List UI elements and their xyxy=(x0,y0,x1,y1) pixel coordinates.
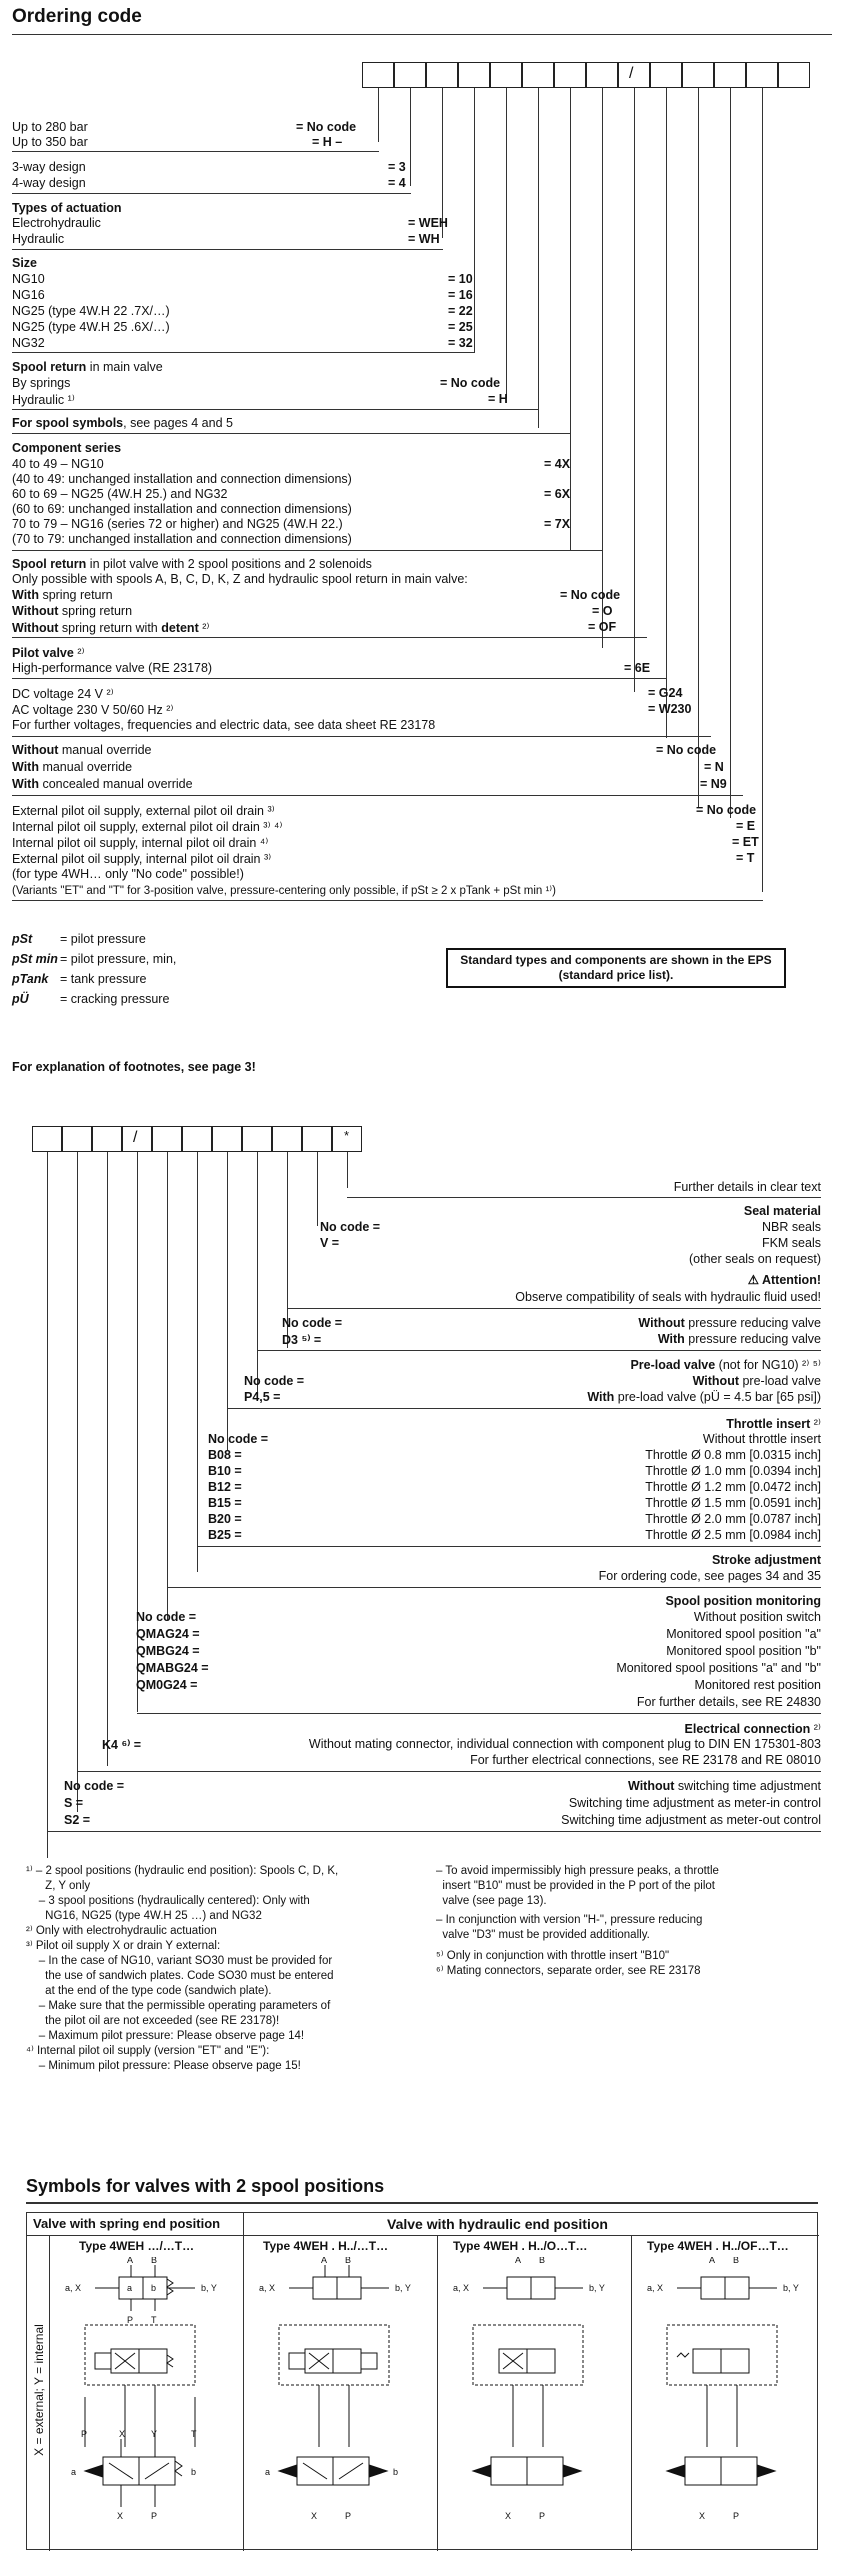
pilot-oil-code: = ET xyxy=(732,835,759,849)
throttle-code: No code = xyxy=(208,1432,269,1446)
spm-text: Monitored spool position "a" xyxy=(666,1627,821,1641)
port-label: b, Y xyxy=(589,2283,605,2293)
prv-text: With pressure reducing valve xyxy=(657,1332,821,1346)
size-code: = 16 xyxy=(448,288,473,302)
page-title: Ordering code xyxy=(12,6,142,27)
port-label: a, X xyxy=(259,2283,276,2293)
manual-override-concealed: With concealed manual override xyxy=(12,777,193,791)
actuation-electro: Electrohydraulic xyxy=(12,216,101,230)
legend-symbol: pSt min xyxy=(12,952,58,966)
voltage-ac-code: = W230 xyxy=(648,702,692,716)
series-code: = 4X xyxy=(544,457,571,471)
port-label: T xyxy=(151,2315,157,2325)
throttle-code: B25 = xyxy=(208,1528,242,1542)
throttle-code: B10 = xyxy=(208,1464,242,1478)
series-item: 70 to 79 – NG16 (series 72 or higher) and NG25 (4W.H 22.) xyxy=(12,517,343,531)
series-item: (60 to 69: unchanged installation and connection dimensions) xyxy=(12,502,352,516)
attention-note: Observe compatibility of seals with hydraulic fluid used! xyxy=(515,1290,821,1304)
port-label: P xyxy=(127,2315,134,2325)
port-label: X xyxy=(119,2429,126,2439)
voltage-ac: AC voltage 230 V 50/60 Hz ²⁾ xyxy=(12,703,174,717)
way-3-code: = 3 xyxy=(388,160,406,174)
throttle-code: B20 = xyxy=(208,1512,242,1526)
spm-text: For further details, see RE 24830 xyxy=(636,1695,821,1709)
manual-override-none-code: = No code xyxy=(656,743,717,757)
symbols-header-spring: Valve with spring end position xyxy=(33,2216,221,2231)
preload-text: With pre-load valve (pÜ = 4.5 bar [65 psi]) xyxy=(587,1390,821,1404)
port-label: Y xyxy=(151,2429,158,2439)
symbols-title: Symbols for valves with 2 spool positions xyxy=(26,2176,385,2196)
pilot-valve-heading: Pilot valve ²⁾ xyxy=(12,646,85,660)
legend-symbol: pÜ xyxy=(12,992,29,1006)
symbols-table xyxy=(26,2212,818,2550)
way-3: 3-way design xyxy=(12,160,86,174)
footnote-line: – 3 spool positions (hydraulically centered): Only with xyxy=(26,1895,310,1907)
pressure-280-code: = No code xyxy=(296,120,357,134)
footnote-line: Z, Y only xyxy=(26,1880,91,1892)
further-details: Further details in clear text xyxy=(673,1180,821,1194)
port-label: B xyxy=(151,2257,158,2265)
spm-code: QM0G24 = xyxy=(136,1678,198,1692)
pilot-oil-option: External pilot oil supply, internal pilot oil drain ³⁾ xyxy=(12,852,272,866)
pilot-oil-note: (for type 4WH… only "No code" possible!) xyxy=(12,867,244,881)
size-item: NG25 (type 4W.H 22 .7X/…) xyxy=(12,304,170,318)
throttle-text: Throttle Ø 0.8 mm [0.0315 inch] xyxy=(645,1448,821,1462)
spm-text: Monitored rest position xyxy=(694,1678,821,1692)
seal-heading: Seal material xyxy=(743,1204,821,1218)
pilot-spool-detent: Without spring return with detent ²⁾ xyxy=(12,621,210,635)
port-label: A xyxy=(127,2257,134,2265)
port-label: a, X xyxy=(453,2283,470,2293)
size-heading: Size xyxy=(12,256,38,270)
pressure-350-code: = H – xyxy=(312,135,343,149)
port-label: A xyxy=(709,2257,716,2265)
footnote-line: valve "D3" must be provided additionally. xyxy=(436,1929,650,1941)
prv-code: D3 ⁵⁾ = xyxy=(282,1333,322,1347)
pilot-spool-with-code: = No code xyxy=(560,588,621,602)
port-label: b xyxy=(151,2283,157,2293)
footnote-line: ¹⁾ – 2 spool positions (hydraulic end position): Spools C, D, K, xyxy=(26,1865,339,1877)
port-label: b, Y xyxy=(783,2283,799,2293)
standard-types-callout: Standard types and components are shown in the EPS (standard price list). xyxy=(446,948,786,988)
pilot-oil-option: External pilot oil supply, external pilot oil drain ³⁾ xyxy=(12,804,275,818)
spm-text: Without position switch xyxy=(693,1610,821,1624)
spm-code: QMBG24 = xyxy=(136,1644,200,1658)
series-item: (40 to 49: unchanged installation and connection dimensions) xyxy=(12,472,352,486)
actuation-hydraulic-code: = WH xyxy=(408,232,440,246)
series-item: 40 to 49 – NG10 xyxy=(12,457,104,471)
footnote-line: – Make sure that the permissible operating parameters of xyxy=(26,2000,331,2012)
port-label: a xyxy=(265,2467,271,2477)
valve-symbol-hydraulic-o xyxy=(443,2257,627,2547)
pilot-valve-hp-code: = 6E xyxy=(624,661,651,675)
pilot-valve-hp: High-performance valve (RE 23178) xyxy=(12,661,213,675)
symbol-type-3: Type 4WEH . H../O…T… xyxy=(453,2239,588,2253)
port-label: B xyxy=(345,2257,352,2265)
actuation-heading: Types of actuation xyxy=(12,201,122,215)
pilot-spool-detent-code: = OF xyxy=(588,620,617,634)
preload-code: P4,5 = xyxy=(244,1390,281,1404)
footnote-line: at the end of the type code (sandwich plate). xyxy=(26,1985,272,1997)
throttle-text: Throttle Ø 2.5 mm [0.0984 inch] xyxy=(645,1528,821,1542)
switching-code: No code = xyxy=(64,1779,125,1793)
port-label: P xyxy=(345,2511,352,2521)
spool-return-springs-code: = No code xyxy=(440,376,501,390)
spool-return-heading: Spool return in main valve xyxy=(12,360,163,374)
valve-symbol-hydraulic-of xyxy=(637,2257,817,2547)
footnote-line: – To avoid impermissibly high pressure peaks, a throttle xyxy=(436,1865,719,1877)
port-label: P xyxy=(733,2511,740,2521)
port-label: a xyxy=(71,2467,77,2477)
port-label: b xyxy=(393,2467,399,2477)
actuation-hydraulic: Hydraulic xyxy=(12,232,65,246)
manual-override-with-code: = N xyxy=(704,760,724,774)
prv-text: Without pressure reducing valve xyxy=(638,1316,821,1330)
elec-code: K4 ⁶⁾ = xyxy=(102,1738,142,1752)
footnote-line: NG16, NG25 (type 4W.H 25 …) and NG32 xyxy=(26,1910,262,1922)
manual-override-concealed-code: = N9 xyxy=(700,777,727,791)
pilot-spool-return-heading: Spool return in pilot valve with 2 spool positions and 2 solenoids xyxy=(12,557,372,571)
spool-return-hydraulic-code: = H xyxy=(488,392,508,406)
size-code: = 10 xyxy=(448,272,473,286)
port-label: b, Y xyxy=(201,2283,217,2293)
title-rule xyxy=(12,34,832,35)
spm-text: Monitored spool position "b" xyxy=(666,1644,821,1658)
pilot-oil-code: = E xyxy=(736,819,756,833)
port-label: T xyxy=(191,2429,197,2439)
footnotes-left xyxy=(26,1864,426,2074)
throttle-code: B12 = xyxy=(208,1480,242,1494)
footnote-line: – In the case of NG10, variant SO30 must be provided for xyxy=(26,1955,333,1967)
switching-code: S = xyxy=(64,1796,84,1810)
pilot-spool-with: With spring return xyxy=(12,588,113,602)
port-label: a, X xyxy=(647,2283,664,2293)
footnote-line: insert "B10" must be provided in the P port of the pilot xyxy=(436,1880,715,1892)
preload-code: No code = xyxy=(244,1374,305,1388)
switching-text: Switching time adjustment as meter-in control xyxy=(568,1796,821,1810)
throttle-code: B15 = xyxy=(208,1496,242,1510)
elec-text-2: For further electrical connections, see RE 23178 and RE 08010 xyxy=(470,1753,821,1767)
component-series-heading: Component series xyxy=(12,441,122,455)
elec-text: Without mating connector, individual connection with component plug to DIN EN 175301-803 xyxy=(308,1737,821,1751)
warning-icon: ⚠ xyxy=(747,1273,762,1287)
spm-text: Monitored spool positions "a" and "b" xyxy=(616,1661,821,1675)
footnote-line: ⁴⁾ Internal pilot oil supply (version "ET" and "E"): xyxy=(26,2045,270,2057)
series-item: 60 to 69 – NG25 (4W.H 25.) and NG32 xyxy=(12,487,228,501)
footnote-line: ²⁾ Only with electrohydraulic actuation xyxy=(26,1925,217,1937)
pilot-oil-option: Internal pilot oil supply, internal pilot oil drain ⁴⁾ xyxy=(12,836,269,850)
series-item: (70 to 79: unchanged installation and connection dimensions) xyxy=(12,532,352,546)
port-label: B xyxy=(733,2257,740,2265)
size-item: NG16 xyxy=(12,288,45,302)
port-label: P xyxy=(151,2511,158,2521)
legend-symbol: pTank xyxy=(12,972,49,986)
port-label: B xyxy=(539,2257,546,2265)
stroke-heading: Stroke adjustment xyxy=(711,1553,821,1567)
throttle-text: Throttle Ø 1.0 mm [0.0394 inch] xyxy=(645,1464,821,1478)
way-4: 4-way design xyxy=(12,176,86,190)
throttle-text: Without throttle insert xyxy=(702,1432,821,1446)
preload-heading: Pre-load valve (not for NG10) ²⁾ ⁵⁾ xyxy=(630,1358,821,1372)
valve-symbol-spring xyxy=(55,2257,239,2547)
port-label: A xyxy=(321,2257,328,2265)
port-label: a xyxy=(127,2283,133,2293)
port-label: A xyxy=(515,2257,522,2265)
legend-text: = cracking pressure xyxy=(60,992,170,1006)
throttle-text: Throttle Ø 1.2 mm [0.0472 inch] xyxy=(645,1480,821,1494)
seal-text: FKM seals xyxy=(761,1236,821,1250)
legend-symbol: pSt xyxy=(12,932,33,946)
symbol-type-4: Type 4WEH . H../OF…T… xyxy=(647,2239,789,2253)
valve-symbol-hydraulic xyxy=(249,2257,433,2547)
throttle-text: Throttle Ø 1.5 mm [0.0591 inch] xyxy=(645,1496,821,1510)
symbol-type-2: Type 4WEH . H../…T… xyxy=(263,2239,389,2253)
footnote-reference: For explanation of footnotes, see page 3! xyxy=(12,1060,256,1074)
pilot-spool-without: Without spring return xyxy=(12,604,133,618)
port-label: X xyxy=(505,2511,512,2521)
legend-text: = pilot pressure xyxy=(60,932,146,946)
spm-code: QMAG24 = xyxy=(136,1627,200,1641)
pilot-oil-option: Internal pilot oil supply, external pilot oil drain ³⁾ ⁴⁾ xyxy=(12,820,283,834)
footnote-line: ⁶⁾ Mating connectors, separate order, see RE 23178 xyxy=(436,1965,701,1977)
size-item: NG25 (type 4W.H 25 .6X/…) xyxy=(12,320,170,334)
port-label: b xyxy=(191,2467,197,2477)
size-item: NG10 xyxy=(12,272,45,286)
manual-override-with: With manual override xyxy=(12,760,133,774)
voltage-dc: DC voltage 24 V ²⁾ xyxy=(12,687,114,701)
series-code: = 6X xyxy=(544,487,571,501)
spm-code: QMABG24 = xyxy=(136,1661,209,1675)
port-label: P xyxy=(539,2511,546,2521)
voltage-note: For further voltages, frequencies and electric data, see data sheet RE 23178 xyxy=(12,718,436,732)
port-label: P xyxy=(81,2429,88,2439)
switching-code: S2 = xyxy=(64,1813,91,1827)
pressure-280: Up to 280 bar xyxy=(12,120,88,134)
pilot-spool-note: Only possible with spools A, B, C, D, K, Z and hydraulic spool return in main valve: xyxy=(12,572,468,586)
switching-text: Without switching time adjustment xyxy=(628,1779,821,1793)
pilot-oil-variants-note: (Variants "ET" and "T" for 3-position valve, pressure-centering only possible, if pSt ≥ 2 x pTank + pSt min ¹⁾) xyxy=(12,885,556,897)
legend-text: = pilot pressure, min, xyxy=(60,952,177,966)
symbol-type-1: Type 4WEH …/…T… xyxy=(79,2239,195,2253)
stroke-text: For ordering code, see pages 34 and 35 xyxy=(598,1569,821,1583)
pilot-oil-code: = No code xyxy=(696,803,757,817)
legend-text: = tank pressure xyxy=(60,972,147,986)
throttle-heading: Throttle insert ²⁾ xyxy=(726,1417,821,1431)
seal-code: No code = xyxy=(320,1220,381,1234)
footnotes-right xyxy=(436,1864,836,1979)
series-code: = 7X xyxy=(544,517,571,531)
spm-heading: Spool position monitoring xyxy=(665,1594,821,1608)
seal-code: V = xyxy=(320,1236,340,1250)
pilot-spool-without-code: = O xyxy=(592,604,613,618)
footnote-line: valve (see page 13). xyxy=(436,1895,547,1907)
footnote-line: – Minimum pilot pressure: Please observe page 15! xyxy=(26,2060,301,2072)
elec-heading: Electrical connection ²⁾ xyxy=(684,1722,821,1736)
way-4-code: = 4 xyxy=(388,176,406,190)
seal-note: (other seals on request) xyxy=(688,1252,821,1266)
port-label: a, X xyxy=(65,2283,82,2293)
spool-return-hydraulic: Hydraulic ¹⁾ xyxy=(12,393,75,407)
voltage-dc-code: = G24 xyxy=(648,686,683,700)
attention: ⚠ Attention! xyxy=(747,1273,821,1287)
throttle-code: B08 = xyxy=(208,1448,242,1462)
seal-text: NBR seals xyxy=(761,1220,821,1234)
size-code: = 25 xyxy=(448,320,473,334)
size-code: = 32 xyxy=(448,336,473,350)
footnote-line: – In conjunction with version "H-", pressure reducing xyxy=(436,1914,703,1926)
port-label: X xyxy=(699,2511,706,2521)
footnote-line: the use of sandwich plates. Code SO30 must be entered xyxy=(26,1970,334,1982)
spm-code: No code = xyxy=(136,1610,197,1624)
footnote-line: ³⁾ Pilot oil supply X or drain Y external: xyxy=(26,1940,221,1952)
manual-override-none: Without manual override xyxy=(12,743,152,757)
footnote-line: ⁵⁾ Only in conjunction with throttle insert "B10" xyxy=(436,1950,670,1962)
size-code: = 22 xyxy=(448,304,473,318)
symbols-vertical-label: X = external; Y = internal xyxy=(32,2324,46,2456)
port-label: X xyxy=(117,2511,124,2521)
port-label: b, Y xyxy=(395,2283,411,2293)
port-label: X xyxy=(311,2511,318,2521)
actuation-electro-code: = WEH xyxy=(408,216,448,230)
spool-symbols-note: For spool symbols, see pages 4 and 5 xyxy=(12,416,233,430)
footnote-line: the pilot oil are not exceeded (see RE 23178)! xyxy=(26,2015,280,2027)
size-item: NG32 xyxy=(12,336,45,350)
footnote-line: – Maximum pilot pressure: Please observe page 14! xyxy=(26,2030,305,2042)
spool-return-springs: By springs xyxy=(12,376,71,390)
pilot-oil-code: = T xyxy=(736,851,755,865)
preload-text: Without pre-load valve xyxy=(692,1374,821,1388)
symbols-header-hydraulic: Valve with hydraulic end position xyxy=(387,2216,608,2232)
throttle-text: Throttle Ø 2.0 mm [0.0787 inch] xyxy=(645,1512,821,1526)
switching-text: Switching time adjustment as meter-out control xyxy=(561,1813,821,1827)
code-star: * xyxy=(344,1128,350,1143)
prv-code: No code = xyxy=(282,1316,343,1330)
pressure-350: Up to 350 bar xyxy=(12,135,88,149)
